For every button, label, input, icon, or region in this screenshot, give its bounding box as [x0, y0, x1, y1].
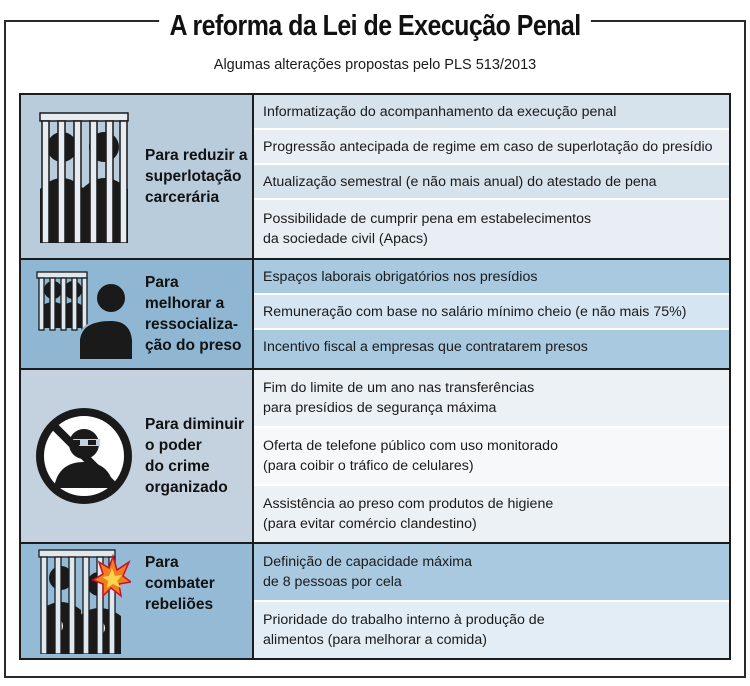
proposal-item	[254, 295, 729, 330]
item-line: Definição de capacidade máxima	[263, 554, 472, 570]
item-line: Incentivo fiscal a empresas que contratarem presos	[263, 339, 588, 355]
infographic-title: A reforma da Lei de Execução Penal	[159, 8, 591, 44]
item-line: Assistência ao preso com produtos de higiene	[263, 496, 554, 512]
proposal-item	[254, 200, 729, 258]
proposal-item	[254, 130, 729, 165]
category-label	[137, 544, 215, 615]
item-line: Oferta de telefone público com uso monitorado	[263, 438, 558, 454]
title-wrap	[0, 8, 750, 44]
label-line: carcerária	[145, 189, 220, 206]
proposal-item	[254, 370, 729, 428]
item-line: (para evitar comércio clandestino)	[263, 516, 477, 532]
no-criminal-icon	[31, 408, 137, 504]
item-line: de 8 pessoas por cela	[263, 574, 402, 590]
label-line: Para	[145, 554, 179, 571]
section-rebelioes	[21, 544, 729, 658]
label-line: do crime	[145, 458, 210, 475]
label-line: Para diminuir	[145, 416, 245, 433]
items-list	[254, 95, 729, 258]
items-list	[254, 260, 729, 368]
item-line: (para coibir o tráfico de celulares)	[263, 458, 474, 474]
item-line: Progressão antecipada de regime em caso de superlotação do presídio	[263, 139, 713, 155]
item-line: Atualização semestral (e não mais anual) do atestado de pena	[263, 174, 657, 190]
section-superlotacao	[21, 95, 729, 260]
category-label	[137, 414, 244, 498]
category-cell	[21, 370, 254, 542]
riot-explosion-icon	[31, 548, 137, 654]
label-line: ressocializa-	[145, 316, 239, 333]
label-line: combater	[145, 575, 215, 592]
item-line: para presídios de segurança máxima	[263, 400, 497, 416]
label-line: superlotação	[145, 168, 242, 185]
label-line: rebeliões	[145, 596, 214, 613]
label-line: Para reduzir a	[145, 147, 248, 164]
item-line: Prioridade do trabalho interno à produção de	[263, 612, 545, 628]
category-cell	[21, 544, 254, 658]
item-line: alimentos (para melhorar a comida)	[263, 632, 487, 648]
proposal-item	[254, 95, 729, 130]
items-list	[254, 370, 729, 542]
label-line: melhorar a	[145, 295, 225, 312]
proposal-item	[254, 544, 729, 602]
label-line: organizado	[145, 479, 228, 496]
label-line: o poder	[145, 437, 202, 454]
label-line: Para	[145, 274, 179, 291]
proposal-item	[254, 602, 729, 658]
item-line: Espaços laborais obrigatórios nos presídios	[263, 269, 538, 285]
proposal-item	[254, 165, 729, 200]
category-cell	[21, 260, 254, 368]
proposals-table	[19, 93, 731, 660]
prisoner-released-icon	[31, 268, 137, 360]
category-label	[137, 145, 248, 208]
items-list	[254, 544, 729, 658]
item-line: Possibilidade de cumprir pena em estabelecimentos	[263, 211, 592, 227]
proposal-item	[254, 330, 729, 368]
infographic-subtitle: Algumas alterações propostas pelo PLS 513/2013	[213, 57, 537, 73]
item-line: da sociedade civil (Apacs)	[263, 231, 428, 247]
item-line: Fim do limite de um ano nas transferências	[263, 380, 535, 396]
label-line: ção do preso	[145, 337, 242, 354]
section-crime-organizado	[21, 370, 729, 544]
proposal-item	[254, 428, 729, 486]
category-cell	[21, 95, 254, 258]
proposal-item	[254, 260, 729, 295]
item-line: Remuneração com base no salário mínimo cheio (e não mais 75%)	[263, 304, 687, 320]
category-label	[137, 272, 241, 356]
section-ressocializacao	[21, 260, 729, 370]
proposal-item	[254, 486, 729, 542]
item-line: Informatização do acompanhamento da execução penal	[263, 104, 617, 120]
prison-bars-icon	[31, 111, 137, 243]
